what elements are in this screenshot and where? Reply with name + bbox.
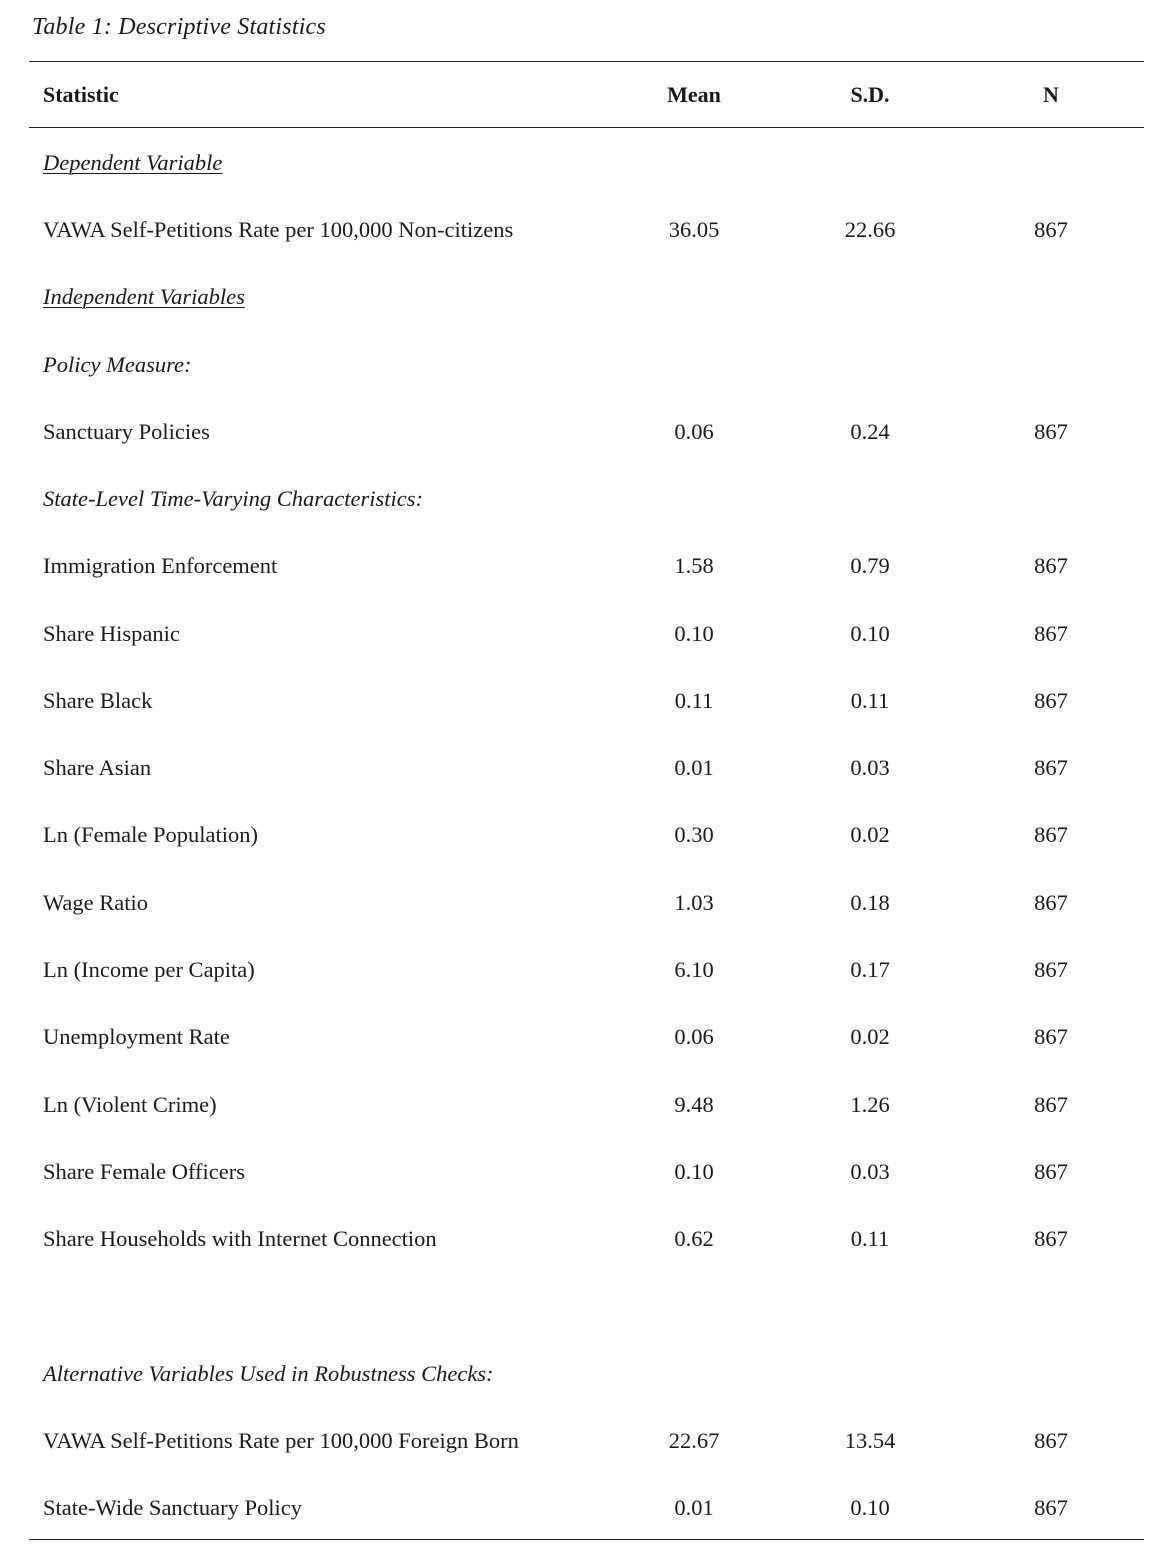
table-row [0, 1222, 1162, 1256]
table-row [0, 953, 1162, 987]
header-statistic: Statistic [43, 82, 119, 107]
sd-cell: 0.10 [850, 621, 890, 646]
row-label: VAWA Self-Petitions Rate per 100,000 Foreign Born [43, 1428, 519, 1453]
row-label: VAWA Self-Petitions Rate per 100,000 Non-citizens [43, 217, 514, 242]
mean-cell: 1.58 [674, 553, 714, 578]
table-row [0, 886, 1162, 920]
header-n: N [1043, 82, 1059, 107]
n-cell: 867 [1034, 1495, 1068, 1520]
n-cell: 867 [1034, 1428, 1068, 1453]
mean-cell: 1.03 [674, 890, 714, 915]
mean-cell: 0.01 [674, 1495, 714, 1520]
row-label: Ln (Violent Crime) [43, 1092, 217, 1117]
sd-cell: 22.66 [844, 217, 896, 242]
sd-cell: 0.02 [850, 822, 890, 847]
table-row [0, 1155, 1162, 1189]
mean-cell: 22.67 [668, 1428, 720, 1453]
mean-cell: 36.05 [668, 217, 720, 242]
mean-cell: 0.06 [674, 1024, 714, 1049]
sd-cell: 0.11 [850, 688, 890, 713]
n-cell: 867 [1034, 957, 1068, 982]
n-cell: 867 [1034, 822, 1068, 847]
table-row [0, 818, 1162, 852]
row-label: Alternative Variables Used in Robustness Checks: [43, 1361, 494, 1386]
table-row [0, 1424, 1162, 1458]
mean-cell: 0.62 [674, 1226, 714, 1251]
table-row [0, 213, 1162, 247]
n-cell: 867 [1034, 553, 1068, 578]
sd-cell: 13.54 [844, 1428, 896, 1453]
mean-cell: 0.01 [674, 755, 714, 780]
table-row [0, 684, 1162, 718]
row-label: Share Hispanic [43, 621, 180, 646]
row-label: Share Female Officers [43, 1159, 246, 1184]
sd-cell: 0.18 [850, 890, 890, 915]
n-cell: 867 [1034, 755, 1068, 780]
header-mean: Mean [667, 82, 721, 107]
subsection-heading [0, 1357, 1162, 1391]
section-heading [0, 146, 1162, 180]
bottom-rule [29, 1539, 1144, 1540]
subsection-heading [0, 348, 1162, 382]
row-label: Dependent Variable [43, 150, 223, 175]
n-cell: 867 [1034, 1024, 1068, 1049]
mean-cell: 0.30 [674, 822, 714, 847]
sd-cell: 0.03 [850, 1159, 890, 1184]
row-label: Share Households with Internet Connection [43, 1226, 437, 1251]
sd-cell: 0.03 [850, 755, 890, 780]
mean-cell: 0.06 [674, 419, 714, 444]
table-row [0, 1088, 1162, 1122]
table-row [0, 549, 1162, 583]
n-cell: 867 [1034, 1159, 1068, 1184]
table-row [0, 617, 1162, 651]
table-row [0, 751, 1162, 785]
table-caption: Table 1: Descriptive Statistics [32, 14, 326, 40]
row-label: Ln (Income per Capita) [43, 957, 255, 982]
table-row [0, 415, 1162, 449]
mean-cell: 9.48 [674, 1092, 714, 1117]
mean-cell: 0.10 [674, 621, 714, 646]
row-label: Unemployment Rate [43, 1024, 230, 1049]
row-label: Ln (Female Population) [43, 822, 258, 847]
sd-cell: 1.26 [850, 1092, 890, 1117]
row-label: Immigration Enforcement [43, 553, 278, 578]
mean-cell: 0.11 [674, 688, 714, 713]
row-label: Share Black [43, 688, 153, 713]
mean-cell: 6.10 [674, 957, 714, 982]
row-label: State-Level Time-Varying Characteristics: [43, 486, 423, 511]
sd-cell: 0.11 [850, 1226, 890, 1251]
n-cell: 867 [1034, 1226, 1068, 1251]
sd-cell: 0.17 [850, 957, 890, 982]
subsection-heading [0, 482, 1162, 516]
row-label: Independent Variables [43, 284, 245, 309]
n-cell: 867 [1034, 621, 1068, 646]
sd-cell: 0.10 [850, 1495, 890, 1520]
table-row [0, 1491, 1162, 1525]
sd-cell: 0.02 [850, 1024, 890, 1049]
table-row [0, 1020, 1162, 1054]
n-cell: 867 [1034, 419, 1068, 444]
n-cell: 867 [1034, 1092, 1068, 1117]
row-label: Policy Measure: [43, 352, 192, 377]
sd-cell: 0.24 [850, 419, 890, 444]
sd-cell: 0.79 [850, 553, 890, 578]
section-heading [0, 280, 1162, 314]
row-label: State-Wide Sanctuary Policy [43, 1495, 303, 1520]
mean-cell: 0.10 [674, 1159, 714, 1184]
n-cell: 867 [1034, 688, 1068, 713]
n-cell: 867 [1034, 890, 1068, 915]
row-label: Share Asian [43, 755, 152, 780]
row-label: Wage Ratio [43, 890, 149, 915]
header-sd: S.D. [850, 82, 890, 107]
row-label: Sanctuary Policies [43, 419, 210, 444]
n-cell: 867 [1034, 217, 1068, 242]
